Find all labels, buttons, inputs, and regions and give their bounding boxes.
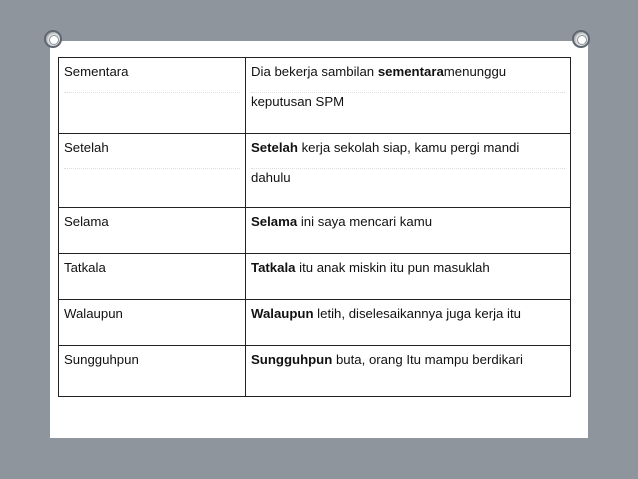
example-keyword: Walaupun — [251, 306, 314, 321]
word-text: Setelah — [64, 139, 240, 169]
word-cell — [59, 134, 246, 208]
table-row — [59, 208, 571, 254]
example-post: buta, orang Itu mampu berdikari — [332, 352, 523, 367]
example-keyword: Setelah — [251, 140, 298, 155]
word-text: Selama — [64, 214, 109, 229]
word-cell — [59, 208, 246, 254]
example-post: kerja sekolah siap, kamu pergi mandi — [297, 140, 520, 155]
example-post: menunggu — [443, 64, 507, 79]
example-cell — [246, 134, 571, 208]
example-line-1 — [251, 351, 565, 380]
word-cell — [59, 254, 246, 300]
binder-ring-right-icon — [572, 30, 590, 48]
example-cell — [246, 300, 571, 346]
example-line-2: dahulu — [251, 170, 291, 185]
word-text: Sementara — [64, 63, 240, 93]
table-row — [59, 254, 571, 300]
word-cell — [59, 346, 246, 397]
table-row — [59, 58, 571, 134]
binder-ring-left-icon — [44, 30, 62, 48]
example-cell — [246, 208, 571, 254]
example-keyword: Sungguhpun — [251, 352, 333, 367]
table-row — [59, 134, 571, 208]
table-row — [59, 300, 571, 346]
example-cell — [246, 254, 571, 300]
word-text: Sungguhpun — [64, 352, 139, 367]
word-text: Walaupun — [64, 306, 123, 321]
example-pre: Dia bekerja sambilan — [251, 64, 378, 79]
example-cell — [246, 346, 571, 397]
example-keyword: Selama — [251, 214, 298, 229]
example-line-1 — [251, 305, 565, 334]
example-post: ini saya mencari kamu — [297, 214, 433, 229]
example-line-1 — [251, 63, 565, 93]
example-line-2: keputusan SPM — [251, 94, 345, 109]
example-keyword: sementara — [377, 64, 444, 79]
conjunction-table — [58, 57, 571, 397]
word-cell — [59, 300, 246, 346]
table-row — [59, 346, 571, 397]
word-text: Tatkala — [64, 260, 106, 275]
example-line-1 — [251, 139, 565, 169]
example-post: itu anak miskin itu pun masuklah — [295, 260, 490, 275]
example-post: letih, diselesaikannya juga kerja itu — [313, 306, 521, 321]
example-cell — [246, 58, 571, 134]
example-line-1 — [251, 213, 565, 242]
word-cell — [59, 58, 246, 134]
example-keyword: Tatkala — [251, 260, 296, 275]
example-line-1 — [251, 259, 565, 288]
